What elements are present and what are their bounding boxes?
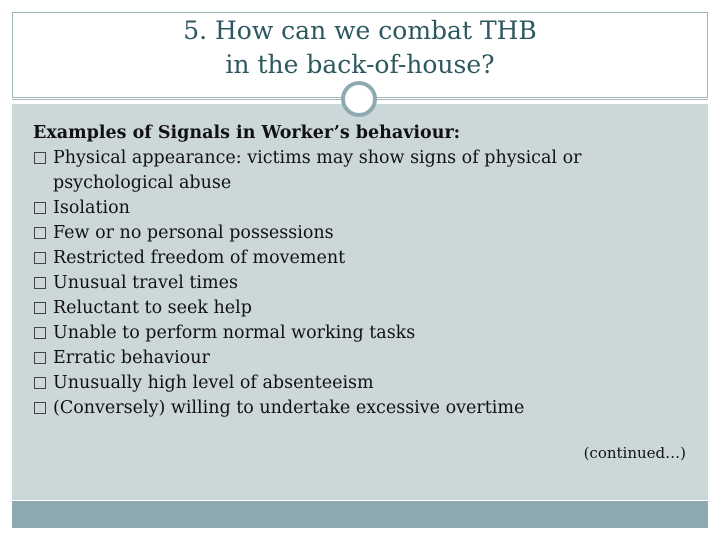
continued-note: (continued…) <box>583 444 686 462</box>
list-item-text: Unable to perform normal working tasks <box>53 323 416 343</box>
footer-bar <box>12 501 708 528</box>
list-item <box>33 396 673 421</box>
list-item-text: Isolation <box>53 198 130 218</box>
list-item <box>33 146 673 196</box>
list-item <box>33 271 673 296</box>
list-item-text: Few or no personal possessions <box>53 223 334 243</box>
empty-square-bullet-icon <box>34 277 46 289</box>
list-item <box>33 346 673 371</box>
list-item <box>33 246 673 271</box>
title-line-1: 5. How can we combat THB <box>183 16 537 45</box>
list-item <box>33 221 673 246</box>
list-item-text: Reluctant to seek help <box>53 298 252 318</box>
list-item-text: Physical appearance: victims may show signs of physical or psychological abuse <box>53 148 582 193</box>
empty-square-bullet-icon <box>34 327 46 339</box>
empty-square-bullet-icon <box>34 227 46 239</box>
circle-ornament-icon <box>341 81 377 117</box>
list-item-text: Restricted freedom of movement <box>53 248 346 268</box>
empty-square-bullet-icon <box>34 252 46 264</box>
empty-square-bullet-icon <box>34 377 46 389</box>
list-item-text: (Conversely) willing to undertake excessive overtime <box>53 398 525 418</box>
section-heading: Examples of Signals in Worker’s behaviour: <box>33 123 461 143</box>
list-item <box>33 196 673 221</box>
empty-square-bullet-icon <box>34 352 46 364</box>
empty-square-bullet-icon <box>34 152 46 164</box>
slide-title <box>0 14 720 82</box>
list-item <box>33 371 673 396</box>
empty-square-bullet-icon <box>34 402 46 414</box>
list-item-text: Unusual travel times <box>53 273 238 293</box>
title-line-2: in the back-of-house? <box>225 50 495 79</box>
list-item-text: Unusually high level of absenteeism <box>53 373 374 393</box>
empty-square-bullet-icon <box>34 302 46 314</box>
bullet-list <box>33 146 673 421</box>
list-item <box>33 296 673 321</box>
list-item <box>33 321 673 346</box>
list-item-text: Erratic behaviour <box>53 348 210 368</box>
empty-square-bullet-icon <box>34 202 46 214</box>
